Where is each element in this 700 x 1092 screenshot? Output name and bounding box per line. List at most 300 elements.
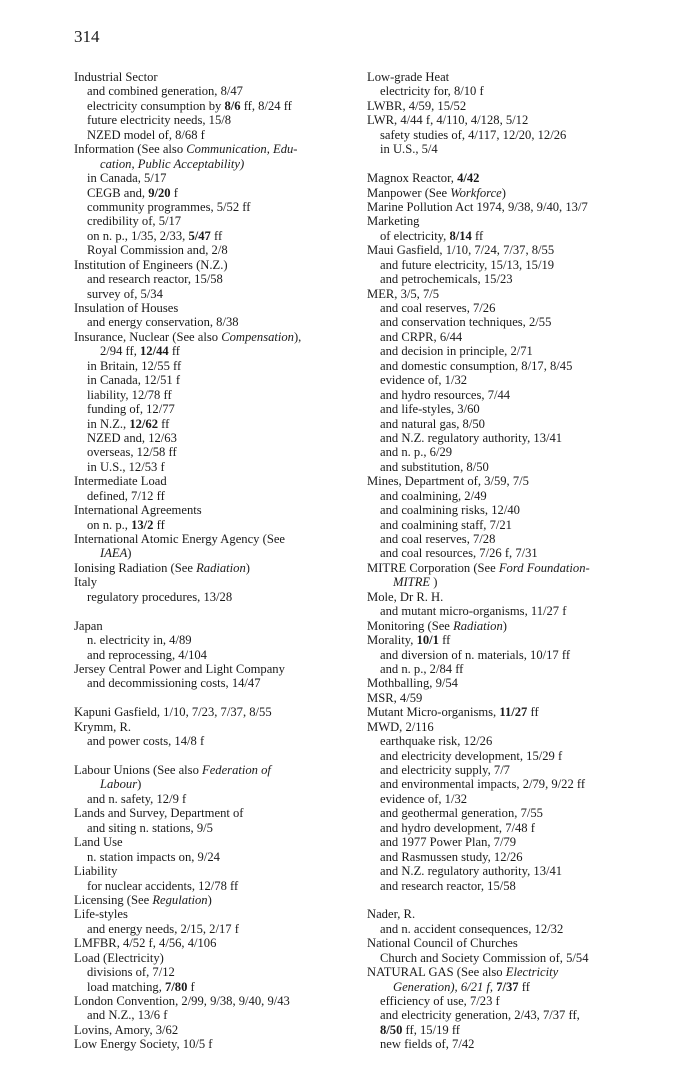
index-entry-subentry xyxy=(367,344,670,358)
blank-line xyxy=(74,749,356,763)
entry-text: Insulation of Houses xyxy=(74,301,179,315)
index-entry-subentry xyxy=(74,633,356,647)
entry-text: divisions of, 7/12 xyxy=(87,965,175,980)
entry-text: and hydro development, 7/48 f xyxy=(380,820,535,835)
entry-text: f xyxy=(170,185,178,200)
entry-text: and coalmining, 2/49 xyxy=(380,488,487,503)
entry-text: regulatory procedures, 13/28 xyxy=(87,589,233,604)
entry-text: and N.Z., 13/6 f xyxy=(87,1008,168,1023)
entry-text: evidence of, 1/32 xyxy=(380,373,468,388)
index-entry-heading xyxy=(367,676,670,690)
entry-text: and power costs, 14/8 f xyxy=(87,734,205,749)
entry-text: survey of, 5/34 xyxy=(87,286,163,301)
entry-text: Monitoring (See xyxy=(367,618,454,633)
page-number: 314 xyxy=(74,27,100,46)
index-entry-heading xyxy=(74,1023,356,1037)
index-entry-subentry xyxy=(367,272,670,286)
entry-text: Japan xyxy=(74,618,103,633)
index-entry-heading xyxy=(367,907,670,921)
blank-line xyxy=(74,691,356,705)
index-entry-heading xyxy=(367,590,670,604)
entry-text: Land Use xyxy=(74,835,123,850)
entry-text: overseas, 12/58 ff xyxy=(87,445,177,460)
index-entry-heading xyxy=(74,893,356,907)
entry-text: International Agreements xyxy=(74,503,202,518)
index-entry-subentry xyxy=(74,315,356,329)
bold-reference: 10/1 xyxy=(416,633,439,648)
entry-text: and n. p., 6/29 xyxy=(380,445,453,460)
entry-text: ff xyxy=(153,517,165,532)
entry-text: electricity for, 8/10 f xyxy=(380,84,484,99)
index-entry-subentry xyxy=(367,879,670,893)
index-entry-subentry xyxy=(367,373,670,387)
entry-text: CEGB and, xyxy=(87,185,149,200)
entry-text: ff xyxy=(527,705,539,720)
entry-text: and electricity development, 15/29 f xyxy=(380,748,563,763)
entry-text: Church and Society Commission of, 5/54 xyxy=(380,950,589,965)
bold-reference: 4/42 xyxy=(457,171,480,186)
index-entry-subentry xyxy=(367,604,670,618)
entry-text: Institution of Engineers (N.Z.) xyxy=(74,257,228,272)
index-entry-subentry xyxy=(367,546,670,560)
entry-text: and research reactor, 15/58 xyxy=(380,878,516,893)
entry-text: in N.Z., xyxy=(87,416,130,431)
entry-text: ) xyxy=(430,575,438,590)
index-entry-subentry xyxy=(367,301,670,315)
index-entry-heading xyxy=(74,1037,356,1051)
index-entry-subentry xyxy=(74,980,356,994)
index-entry-heading xyxy=(367,200,670,214)
entry-text: ) xyxy=(245,560,250,575)
entry-text: and n. safety, 12/9 f xyxy=(87,791,187,806)
entry-text: Royal Commission and, 2/8 xyxy=(87,243,228,258)
index-entry-subentry xyxy=(74,445,356,459)
entry-text: Industrial Sector xyxy=(74,70,158,84)
entry-text: Intermediate Load xyxy=(74,474,167,489)
entry-text: and domestic consumption, 8/17, 8/45 xyxy=(380,358,573,373)
entry-text: and n. p., 2/84 ff xyxy=(380,661,464,676)
index-entry-subentry xyxy=(367,229,670,243)
entry-text: MWD, 2/116 xyxy=(367,719,434,734)
entry-text: efficiency of use, 7/23 f xyxy=(380,994,500,1008)
italic-reference: Electricity xyxy=(505,965,559,980)
entry-text: and decision in principle, 2/71 xyxy=(380,344,533,359)
index-entry-heading xyxy=(74,503,356,517)
index-entry-heading xyxy=(74,330,356,344)
index-entry-subentry xyxy=(74,489,356,503)
entry-text: Nader, R. xyxy=(367,907,416,922)
entry-text: Ionising Radiation (See xyxy=(74,560,197,575)
entry-text: and environmental impacts, 2/79, 9/22 ff xyxy=(380,777,586,792)
index-entry-heading xyxy=(74,835,356,849)
entry-text: n. electricity in, 4/89 xyxy=(87,633,192,648)
index-entry-subentry xyxy=(74,200,356,214)
index-entry-heading xyxy=(367,720,670,734)
entry-text: and coal resources, 7/26 f, 7/31 xyxy=(380,546,538,561)
entry-text: credibility of, 5/17 xyxy=(87,214,182,229)
entry-text: NATURAL GAS (See also xyxy=(367,965,506,980)
entry-text: Mines, Department of, 3/59, 7/5 xyxy=(367,474,529,489)
entry-text: future electricity needs, 15/8 xyxy=(87,113,232,128)
entry-text: ff, 8/24 ff xyxy=(240,98,292,113)
entry-text: Mutant Micro-organisms, xyxy=(367,705,500,720)
index-entry-heading xyxy=(74,474,356,488)
index-entry-heading xyxy=(367,691,670,705)
italic-reference: MITRE xyxy=(393,575,431,590)
index-entry-subentry xyxy=(367,575,670,589)
index-entry-subentry xyxy=(74,186,356,200)
entry-text: and petrochemicals, 15/23 xyxy=(380,272,513,287)
index-entry-subentry xyxy=(74,243,356,257)
index-entry-subentry xyxy=(367,402,670,416)
blank-line xyxy=(367,157,670,171)
entry-text: in Canada, 5/17 xyxy=(87,171,167,186)
entry-text: liability, 12/78 ff xyxy=(87,387,172,402)
index-entry-subentry xyxy=(74,157,356,171)
index-entry-heading xyxy=(74,806,356,820)
entry-text: Manpower (See xyxy=(367,185,451,200)
entry-text: LMFBR, 4/52 f, 4/56, 4/106 xyxy=(74,936,217,951)
index-entry-subentry xyxy=(367,763,670,777)
index-entry-heading xyxy=(74,936,356,950)
index-entry-heading xyxy=(74,301,356,315)
entry-text: ) xyxy=(127,546,132,561)
index-entry-subentry xyxy=(74,171,356,185)
bold-reference: 12/44 xyxy=(140,344,169,359)
entry-text: LWR, 4/44 f, 4/110, 4/128, 5/12 xyxy=(367,113,529,128)
index-entry-heading xyxy=(74,619,356,633)
entry-text: and energy conservation, 8/38 xyxy=(87,315,239,330)
index-entry-subentry xyxy=(74,272,356,286)
entry-text: community programmes, 5/52 ff xyxy=(87,199,251,214)
index-entry-subentry xyxy=(367,980,670,994)
entry-text: in Britain, 12/55 ff xyxy=(87,358,182,373)
entry-text: and life-styles, 3/60 xyxy=(380,402,480,417)
index-entry-subentry xyxy=(367,777,670,791)
bold-reference: 9/20 xyxy=(148,185,171,200)
index-entry-heading xyxy=(74,532,356,546)
italic-reference: Radiation xyxy=(453,618,503,633)
entry-text: and 1977 Power Plan, 7/79 xyxy=(380,835,517,850)
entry-text: MSR, 4/59 xyxy=(367,690,423,705)
entry-text: and coalmining risks, 12/40 xyxy=(380,503,520,518)
index-entry-subentry xyxy=(74,821,356,835)
entry-text: Information (See also xyxy=(74,142,187,157)
entry-text: in U.S., 12/53 f xyxy=(87,459,165,474)
entry-text: and reprocessing, 4/104 xyxy=(87,647,207,662)
index-entry-heading xyxy=(74,907,356,921)
entry-text: safety studies of, 4/117, 12/20, 12/26 xyxy=(380,127,567,142)
entry-text: NZED model of, 8/68 f xyxy=(87,127,205,142)
entry-text: Labour Unions (See also xyxy=(74,763,203,777)
entry-text: earthquake risk, 12/26 xyxy=(380,734,493,749)
index-entry-subentry xyxy=(74,388,356,402)
entry-text: n. station impacts on, 9/24 xyxy=(87,849,220,864)
index-entry-subentry xyxy=(367,648,670,662)
index-entry-subentry xyxy=(367,431,670,445)
entry-text: and mutant micro-organisms, 11/27 f xyxy=(380,604,567,619)
index-entry-subentry xyxy=(74,965,356,979)
entry-text: and geothermal generation, 7/55 xyxy=(380,806,543,821)
index-entry-subentry xyxy=(367,951,670,965)
bold-reference: 12/62 xyxy=(129,416,159,431)
italic-reference: Regulation xyxy=(152,892,208,907)
entry-text: Licensing (See xyxy=(74,892,153,907)
entry-text: ) xyxy=(502,618,507,633)
entry-text: Italy xyxy=(74,575,98,590)
index-entry-subentry xyxy=(74,648,356,662)
entry-text: MER, 3/5, 7/5 xyxy=(367,286,440,301)
entry-text: ) xyxy=(137,777,142,792)
entry-text: and decommissioning costs, 14/47 xyxy=(87,676,261,691)
italic-reference: Radiation xyxy=(196,560,246,575)
index-entry-subentry xyxy=(74,777,356,791)
index-entry-subentry xyxy=(367,532,670,546)
index-entry-heading xyxy=(74,575,356,589)
index-entry-subentry xyxy=(74,590,356,604)
entry-text: funding of, 12/77 xyxy=(87,402,175,417)
index-entry-heading xyxy=(74,258,356,272)
index-entry-heading xyxy=(367,186,670,200)
italic-reference: Federation of xyxy=(202,763,271,777)
italic-reference: Ford Foundation- xyxy=(498,560,590,575)
index-entry-subentry xyxy=(74,113,356,127)
index-entry-subentry xyxy=(74,850,356,864)
entry-text: electricity consumption by xyxy=(87,98,225,113)
bold-reference: 8/14 xyxy=(449,228,472,243)
entry-text: and Rasmussen study, 12/26 xyxy=(380,849,523,864)
italic-reference: Labour xyxy=(100,777,138,792)
index-entry-subentry xyxy=(74,287,356,301)
entry-text: f xyxy=(187,979,195,994)
entry-text: in U.S., 5/4 xyxy=(380,142,438,157)
entry-text: ff xyxy=(210,228,223,243)
index-entry-subentry xyxy=(367,749,670,763)
blank-line xyxy=(74,604,356,618)
index-entry-subentry xyxy=(367,662,670,676)
index-entry-heading xyxy=(367,619,670,633)
index-entry-heading xyxy=(367,936,670,950)
italic-reference: Compensation xyxy=(221,329,294,344)
entry-text: defined, 7/12 ff xyxy=(87,488,165,503)
index-entry-subentry xyxy=(74,84,356,98)
index-entry-subentry xyxy=(367,1037,670,1051)
index-column-left xyxy=(74,70,356,1052)
entry-text: and conservation techniques, 2/55 xyxy=(380,315,552,330)
italic-reference: IAEA xyxy=(100,546,128,561)
index-entry-heading xyxy=(367,99,670,113)
blank-line xyxy=(367,893,670,907)
entry-text: ) xyxy=(501,185,506,200)
index-entry-heading xyxy=(367,243,670,257)
italic-reference: Workforce xyxy=(450,185,502,200)
entry-text: and hydro resources, 7/44 xyxy=(380,387,511,402)
bold-reference: 7/80 xyxy=(165,979,188,994)
index-entry-heading xyxy=(367,705,670,719)
entry-text: in Canada, 12/51 f xyxy=(87,373,181,388)
index-entry-subentry xyxy=(367,445,670,459)
index-entry-subentry xyxy=(367,128,670,142)
index-entry-subentry xyxy=(74,229,356,243)
entry-text: ff xyxy=(158,416,170,431)
entry-text: and research reactor, 15/58 xyxy=(87,272,223,287)
entry-text: 2/94 ff, xyxy=(100,344,140,359)
index-entry-heading xyxy=(367,171,670,185)
index-entry-subentry xyxy=(367,388,670,402)
entry-text: Life-styles xyxy=(74,907,128,922)
index-entry-subentry xyxy=(74,676,356,690)
index-entry-heading xyxy=(74,951,356,965)
entry-text: ff, 15/19 ff xyxy=(402,1022,460,1037)
index-entry-subentry xyxy=(367,518,670,532)
index-entry-subentry xyxy=(367,503,670,517)
entry-text: Mole, Dr R. H. xyxy=(367,589,444,604)
index-entry-heading xyxy=(367,214,670,228)
entry-text: Insurance, Nuclear (See also xyxy=(74,329,222,344)
index-entry-subentry xyxy=(74,546,356,560)
index-entry-heading xyxy=(74,142,356,156)
entry-text: National Council of Churches xyxy=(367,936,518,951)
entry-text: on n. p., 1/35, 2/33, xyxy=(87,228,189,243)
index-entry-subentry xyxy=(74,518,356,532)
entry-text: and coal reserves, 7/28 xyxy=(380,532,496,546)
entry-text: Jersey Central Power and Light Company xyxy=(74,661,285,676)
entry-text: Lands and Survey, Department of xyxy=(74,806,244,821)
index-entry-heading xyxy=(367,113,670,127)
index-entry-heading xyxy=(74,994,356,1008)
index-entry-subentry xyxy=(367,84,670,98)
index-entry-heading xyxy=(367,965,670,979)
bold-reference: 8/6 xyxy=(224,98,241,113)
index-column-right xyxy=(367,70,670,1052)
entry-text: and natural gas, 8/50 xyxy=(380,416,485,431)
index-entry-subentry xyxy=(367,315,670,329)
index-entry-heading xyxy=(74,763,356,777)
entry-text: Marine Pollution Act 1974, 9/38, 9/40, 13/7 xyxy=(367,199,588,214)
index-entry-subentry xyxy=(367,835,670,849)
index-entry-heading xyxy=(74,720,356,734)
index-entry-heading xyxy=(74,662,356,676)
entry-text: ), xyxy=(293,329,302,344)
index-entry-subentry xyxy=(74,1008,356,1022)
entry-text: and electricity supply, 7/7 xyxy=(380,763,510,777)
entry-text: and N.Z. regulatory authority, 13/41 xyxy=(380,430,563,445)
entry-text: and diversion of n. materials, 10/17 ff xyxy=(380,647,571,662)
index-entry-subentry xyxy=(74,734,356,748)
entry-text: NZED and, 12/63 xyxy=(87,430,177,445)
bold-reference: 8/50 xyxy=(380,1022,403,1037)
index-entry-subentry xyxy=(74,431,356,445)
index-entry-subentry xyxy=(367,417,670,431)
index-entry-subentry xyxy=(367,330,670,344)
entry-text: Low-grade Heat xyxy=(367,70,450,84)
entry-text: London Convention, 2/99, 9/38, 9/40, 9/43 xyxy=(74,994,290,1008)
entry-text: ff xyxy=(518,979,530,994)
bold-reference: 7/37 xyxy=(496,979,519,994)
entry-text: ff xyxy=(438,633,451,648)
entry-text: Low Energy Society, 10/5 f xyxy=(74,1037,213,1052)
entry-text: ff xyxy=(471,228,484,243)
entry-text: and coalmining staff, 7/21 xyxy=(380,517,512,532)
bold-reference: 5/47 xyxy=(188,228,211,243)
entry-text: ) xyxy=(207,892,212,907)
index-entry-heading xyxy=(367,474,670,488)
index-entry-subentry xyxy=(74,402,356,416)
entry-text: and electricity generation, 2/43, 7/37 ff, xyxy=(380,1008,580,1023)
index-entry-subentry xyxy=(367,922,670,936)
entry-text: and N.Z. regulatory authority, 13/41 xyxy=(380,864,563,879)
entry-text: Krymm, R. xyxy=(74,719,132,734)
entry-text: load matching, xyxy=(87,979,165,994)
entry-text: Mothballing, 9/54 xyxy=(367,676,458,691)
index-entry-subentry xyxy=(367,489,670,503)
index-entry-heading xyxy=(367,633,670,647)
index-entry-subentry xyxy=(74,460,356,474)
entry-text: and siting n. stations, 9/5 xyxy=(87,820,213,835)
index-entry-subentry xyxy=(74,792,356,806)
entry-text: and n. accident consequences, 12/32 xyxy=(380,921,564,936)
index-entry-heading xyxy=(74,561,356,575)
index-entry-subentry xyxy=(74,344,356,358)
entry-text: and combined generation, 8/47 xyxy=(87,84,243,99)
entry-text: ff xyxy=(168,344,180,359)
entry-text: Lovins, Amory, 3/62 xyxy=(74,1022,179,1037)
entry-text: and future electricity, 15/13, 15/19 xyxy=(380,257,555,272)
entry-text: Magnox Reactor, xyxy=(367,171,458,186)
entry-text: LWBR, 4/59, 15/52 xyxy=(367,98,467,113)
index-entry-subentry xyxy=(74,359,356,373)
italic-reference: Generation), 6/21 f, xyxy=(393,979,497,994)
entry-text: and coal reserves, 7/26 xyxy=(380,301,496,315)
index-entry-subentry xyxy=(367,258,670,272)
entry-text: Liability xyxy=(74,864,118,879)
entry-text: and energy needs, 2/15, 2/17 f xyxy=(87,921,239,936)
index-entry-subentry xyxy=(74,214,356,228)
entry-text: for nuclear accidents, 12/78 ff xyxy=(87,878,239,893)
index-entry-subentry xyxy=(367,864,670,878)
index-entry-subentry xyxy=(367,142,670,156)
entry-text: Load (Electricity) xyxy=(74,950,164,965)
index-entry-subentry xyxy=(367,1008,670,1022)
entry-text: MITRE Corporation (See xyxy=(367,560,499,575)
index-entry-subentry xyxy=(367,806,670,820)
index-entry-heading xyxy=(367,561,670,575)
index-entry-subentry xyxy=(367,359,670,373)
index-entry-subentry xyxy=(74,879,356,893)
index-entry-heading xyxy=(74,864,356,878)
entry-text: Maui Gasfield, 1/10, 7/24, 7/37, 8/55 xyxy=(367,243,555,258)
bold-reference: 11/27 xyxy=(499,705,528,720)
entry-text: and substitution, 8/50 xyxy=(380,459,489,474)
italic-reference: Communication, Edu- xyxy=(186,142,298,157)
index-entry-subentry xyxy=(367,850,670,864)
index-entry-subentry xyxy=(367,792,670,806)
index-entry-heading xyxy=(367,70,670,84)
index-entry-subentry xyxy=(74,99,356,113)
entry-text: new fields of, 7/42 xyxy=(380,1037,475,1052)
entry-text: and CRPR, 6/44 xyxy=(380,329,463,344)
entry-text: evidence of, 1/32 xyxy=(380,791,468,806)
index-entry-heading xyxy=(367,287,670,301)
index-entry-subentry xyxy=(74,128,356,142)
index-entry-subentry xyxy=(74,373,356,387)
index-entry-subentry xyxy=(367,1023,670,1037)
entry-text: Kapuni Gasfield, 1/10, 7/23, 7/37, 8/55 xyxy=(74,705,272,720)
index-entry-subentry xyxy=(74,417,356,431)
entry-text: of electricity, xyxy=(380,228,450,243)
index-entry-subentry xyxy=(367,460,670,474)
bold-reference: 13/2 xyxy=(131,517,154,532)
